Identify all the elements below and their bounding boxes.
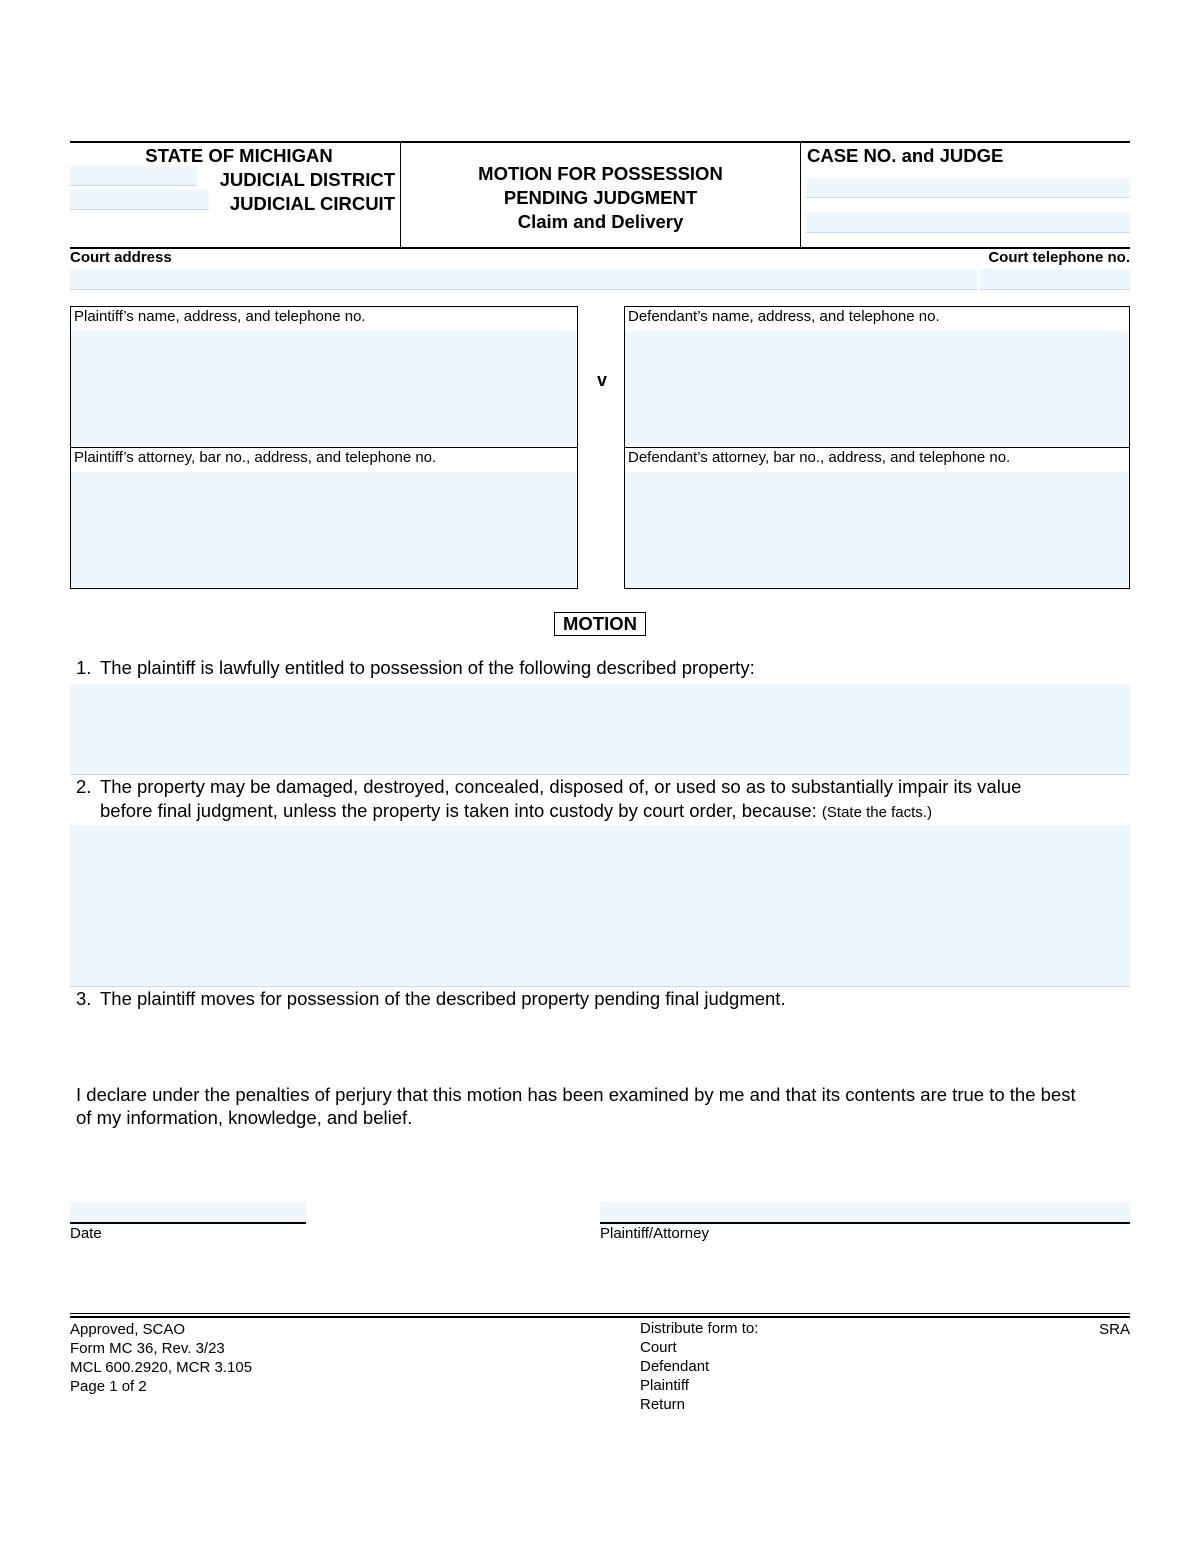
footer-approved: Approved, SCAO <box>70 1321 186 1338</box>
state-title: STATE OF MICHIGAN <box>145 145 333 166</box>
footer-form-number: Form MC 36, Rev. 3/23 <box>70 1340 225 1357</box>
footer-form-info <box>70 1320 252 1396</box>
plaintiff-name-label: Plaintiff’s name, address, and telephone no. <box>74 308 366 325</box>
plaintiff-attorney-label: Plaintiff’s attorney, bar no., address, and telephone no. <box>74 449 437 466</box>
plaintiff-box-divider <box>70 447 578 448</box>
item-2-line-2-text: before final judgment, unless the property is taken into custody by court order, because: <box>100 800 817 821</box>
facts-field[interactable] <box>70 825 1130 987</box>
footer-distribution <box>640 1319 758 1414</box>
date-rule <box>70 1222 306 1224</box>
defendant-attorney-label: Defendant’s attorney, bar no., address, and telephone no. <box>628 449 1011 466</box>
footer-rule-bottom <box>70 1316 1130 1318</box>
declaration-line-2: of my information, knowledge, and belief. <box>76 1107 413 1128</box>
versus-label: v <box>596 370 607 390</box>
item-3-text: The plaintiff moves for possession of the described property pending final judgment. <box>100 988 786 1009</box>
plaintiff-attorney-field[interactable] <box>71 472 576 587</box>
property-description-field[interactable] <box>70 684 1130 775</box>
plaintiff-name-field[interactable] <box>71 331 576 446</box>
item-2-line-2 <box>100 800 932 822</box>
item-1-text: The plaintiff is lawfully entitled to possession of the following described property: <box>100 657 755 678</box>
distribute-plaintiff: Plaintiff <box>640 1377 689 1394</box>
date-label: Date <box>70 1225 102 1242</box>
case-no-judge-label: CASE NO. and JUDGE <box>807 145 1004 166</box>
item-2-note: (State the facts.) <box>821 804 932 821</box>
court-address-label: Court address <box>70 249 172 266</box>
form-title-line-2: PENDING JUDGMENT <box>503 187 698 208</box>
motion-heading: MOTION <box>554 612 646 636</box>
distribute-court: Court <box>640 1339 677 1356</box>
defendant-name-label: Defendant’s name, address, and telephone no. <box>628 308 940 325</box>
signature-label: Plaintiff/Attorney <box>600 1225 709 1242</box>
distribute-label: Distribute form to: <box>640 1320 759 1337</box>
form-title-line-3: Claim and Delivery <box>517 211 684 232</box>
defendant-attorney-field[interactable] <box>625 472 1128 587</box>
case-number-field[interactable] <box>806 178 1130 198</box>
header-top-rule <box>70 141 1130 143</box>
signature-rule <box>600 1222 1130 1224</box>
judge-field[interactable] <box>806 212 1130 233</box>
distribute-return: Return <box>640 1396 686 1413</box>
judicial-district-field[interactable] <box>70 166 197 186</box>
form-title-line-1: MOTION FOR POSSESSION <box>478 163 723 184</box>
declaration-line-1: I declare under the penalties of perjury that this motion has been examined by me and that its contents are true to the best <box>76 1084 1076 1105</box>
item-3-number: 3. <box>76 988 92 1009</box>
item-2-number: 2. <box>76 776 92 797</box>
item-1-number: 1. <box>76 657 92 678</box>
footer-code: SRA <box>1099 1321 1130 1338</box>
judicial-circuit-field[interactable] <box>70 190 209 210</box>
defendant-box-divider <box>624 447 1130 448</box>
court-telephone-field[interactable] <box>980 269 1130 290</box>
item-2-line-1: The property may be damaged, destroyed, concealed, disposed of, or used so as to substantially impair its value <box>100 776 1022 797</box>
distribute-defendant: Defendant <box>640 1358 710 1375</box>
judicial-district-label: JUDICIAL DISTRICT <box>219 169 395 190</box>
defendant-name-field[interactable] <box>625 331 1128 446</box>
footer-page-number: Page 1 of 2 <box>70 1378 147 1395</box>
footer-rule-top <box>70 1313 1130 1314</box>
date-field[interactable] <box>70 1202 306 1222</box>
judicial-circuit-label: JUDICIAL CIRCUIT <box>229 193 395 214</box>
court-telephone-label: Court telephone no. <box>988 249 1130 266</box>
header-divider-right <box>800 143 801 247</box>
plaintiff-attorney-signature-field[interactable] <box>600 1202 1130 1222</box>
court-address-field[interactable] <box>70 269 977 290</box>
form-title <box>401 162 800 234</box>
footer-statute: MCL 600.2920, MCR 3.105 <box>70 1359 253 1376</box>
